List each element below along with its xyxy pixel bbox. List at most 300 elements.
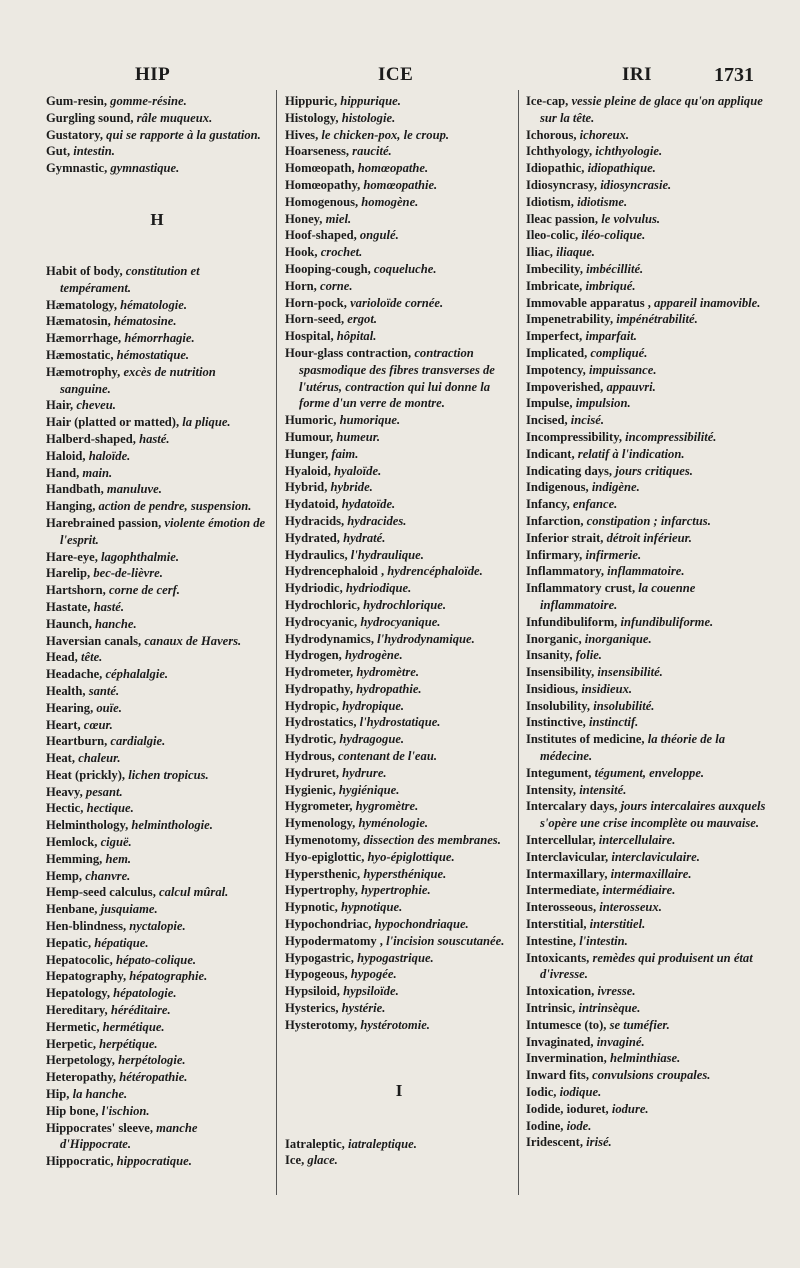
dictionary-entry — [526, 227, 768, 244]
entry-definition: invaginé. — [596, 1034, 645, 1049]
entry-term: Interclavicular, — [526, 849, 612, 864]
entry-term: Hysterotomy, — [285, 1017, 361, 1032]
entry-definition: gomme-résine. — [110, 94, 187, 108]
dictionary-entry — [526, 261, 768, 278]
dictionary-entry — [526, 731, 768, 765]
entry-term: Haloid, — [46, 448, 89, 463]
dictionary-entry — [526, 782, 768, 799]
entry-term: Hæmatosin, — [46, 314, 114, 329]
entry-term: Intestine, — [526, 933, 580, 948]
entry-definition: l'intestin. — [579, 933, 628, 948]
entry-definition: remèdes qui produisent un état d'ivresse. — [540, 950, 753, 982]
entry-term: Henbane, — [46, 902, 101, 917]
entry-term: Invermination, — [526, 1051, 610, 1066]
dictionary-entry — [46, 733, 268, 750]
entry-term: Intercellular, — [526, 833, 599, 848]
dictionary-entry — [285, 127, 513, 144]
entry-definition: interclaviculaire. — [611, 849, 700, 864]
entry-term: Hoarseness, — [285, 144, 353, 159]
entry-term: Hypogeous, — [285, 967, 351, 982]
section-letter-i: I — [395, 1080, 403, 1100]
entry-definition: interstitiel. — [589, 917, 646, 932]
entry-term: Intensity, — [526, 782, 580, 797]
dictionary-entry — [46, 414, 268, 431]
entry-term: Hippocratic, — [46, 1154, 117, 1169]
entry-term: Ichorous, — [526, 127, 580, 142]
entry-definition: chanvre. — [85, 868, 131, 883]
entry-term: Intermaxillary, — [526, 866, 611, 881]
entry-term: Infarction, — [526, 513, 587, 528]
dictionary-entry — [285, 597, 513, 614]
dictionary-entry — [526, 798, 768, 832]
entry-term: Intoxication, — [526, 984, 598, 999]
dictionary-entry — [285, 966, 513, 983]
dictionary-entry — [526, 866, 768, 883]
entry-definition: vessie pleine de glace qu'on applique sur la tête. — [540, 94, 763, 125]
entry-term: Insolubility, — [526, 698, 594, 713]
entry-definition: l'hydrodynamique. — [377, 631, 475, 646]
dictionary-entry — [46, 985, 268, 1002]
entry-term: Gustatory, — [46, 127, 107, 142]
entry-term: Iodine, — [526, 1118, 567, 1133]
dictionary-entry — [285, 244, 513, 261]
entry-term: Inflammatory, — [526, 564, 608, 579]
entry-definition: tête. — [80, 650, 103, 665]
entry-definition: hydrencéphaloïde. — [387, 564, 483, 579]
entry-definition: constitution et tempérament. — [60, 263, 200, 295]
entry-term: Hydrostatics, — [285, 715, 360, 730]
entry-term: Iatraleptic, — [285, 1136, 348, 1151]
dictionary-entry — [46, 431, 268, 448]
dictionary-entry — [285, 849, 513, 866]
entry-definition: insensibilité. — [597, 665, 663, 680]
entry-term: Inorganic, — [526, 631, 585, 646]
dictionary-entry — [46, 599, 268, 616]
dictionary-entry — [46, 683, 268, 700]
entry-definition: instinctif. — [588, 715, 639, 730]
entry-term: Hair, — [46, 398, 77, 413]
dictionary-entry — [526, 614, 768, 631]
entry-term: Insanity, — [526, 648, 576, 663]
entry-definition: le volvulus. — [601, 211, 661, 226]
entry-definition: manuluve. — [106, 482, 162, 497]
dictionary-entry — [46, 666, 268, 683]
entry-definition: jours intercalaires auxquels s'opère une crise incomplète ou mauvaise. — [540, 799, 766, 831]
entry-term: Hoof-shaped, — [285, 228, 360, 243]
entry-definition: intermédiaire. — [602, 883, 676, 898]
entry-term: Hepatic, — [46, 935, 95, 950]
entry-definition: pesant. — [85, 784, 123, 799]
entry-term: Hour-glass contraction, — [285, 345, 415, 360]
entry-term: Habit of body, — [46, 263, 126, 278]
page-header — [0, 64, 800, 94]
entry-term: Iodide, ioduret, — [526, 1101, 612, 1116]
dictionary-entry — [46, 868, 268, 885]
dictionary-entry — [46, 549, 268, 566]
entry-term: Indicating days, — [526, 463, 616, 478]
dictionary-entry — [526, 412, 768, 429]
entry-definition: se tuméfier. — [609, 1017, 670, 1032]
entry-term: Haversian canals, — [46, 633, 145, 648]
entry-definition: hypnotique. — [340, 900, 403, 915]
dictionary-entry — [526, 177, 768, 194]
entry-definition: hypsiloïde. — [343, 984, 399, 999]
entry-definition: qui se rapporte à la gustation. — [106, 127, 261, 142]
entry-term: Hemp-seed calculus, — [46, 885, 159, 900]
dictionary-entry — [285, 1152, 513, 1169]
entry-term: Inferior strait, — [526, 530, 607, 545]
entry-term: Gurgling sound, — [46, 110, 137, 125]
dictionary-entry — [46, 160, 268, 177]
entry-definition: imbécillité. — [586, 261, 644, 276]
dictionary-entry — [526, 311, 768, 328]
dictionary-entry — [46, 93, 268, 110]
entry-term: Hydrocyanic, — [285, 614, 361, 629]
entry-term: Hydraulics, — [285, 547, 351, 562]
entry-term: Inflammatory crust, — [526, 581, 639, 596]
entry-definition: herpétique. — [99, 1036, 158, 1051]
dictionary-entry — [526, 1000, 768, 1017]
entry-term: Incised, — [526, 413, 571, 428]
column-right — [526, 93, 768, 1151]
entry-term: Hepatocolic, — [46, 952, 116, 967]
dictionary-entry — [526, 664, 768, 681]
entry-definition: hydatoïde. — [341, 497, 396, 512]
dictionary-entry — [285, 513, 513, 530]
entry-term: Histology, — [285, 110, 342, 125]
entry-definition: inflammatoire. — [607, 564, 685, 579]
entry-definition: helminthologie. — [131, 818, 213, 833]
entry-term: Headache, — [46, 667, 106, 682]
entry-term: Interstitial, — [526, 917, 590, 932]
entry-definition: gymnastique. — [110, 161, 180, 176]
entry-definition: hépato-colique. — [115, 952, 197, 967]
entry-term: Hygienic, — [285, 782, 339, 797]
dictionary-entry — [526, 379, 768, 396]
entry-definition: appauvri. — [606, 379, 656, 394]
entry-definition: excès de nutrition sanguine. — [60, 364, 216, 396]
entry-definition: jours critiques. — [615, 463, 693, 478]
entry-term: Infirmary, — [526, 547, 586, 562]
entry-term: Hydriodic, — [285, 581, 346, 596]
entry-term: Hypertrophy, — [285, 883, 362, 898]
entry-term: Ileac passion, — [526, 211, 602, 226]
entry-definition: hépatographie. — [129, 969, 208, 984]
entry-definition: imparfait. — [585, 329, 637, 344]
dictionary-entry — [526, 160, 768, 177]
entry-definition: infirmerie. — [585, 547, 642, 562]
entry-term: Infundibuliform, — [526, 614, 621, 629]
entry-term: Hypnotic, — [285, 900, 341, 915]
entry-term: Ice-cap, — [526, 94, 572, 108]
dictionary-entry — [46, 918, 268, 935]
entry-definition: hydrocyanique. — [360, 614, 441, 629]
dictionary-entry — [526, 143, 768, 160]
entry-definition: nyctalopie. — [129, 919, 186, 934]
entry-term: Honey, — [285, 211, 326, 226]
dictionary-entry — [526, 513, 768, 530]
entry-term: Hippocrates' sleeve, — [46, 1120, 157, 1135]
entry-definition: ciguë. — [100, 835, 132, 850]
entry-term: Hypodermatomy , — [285, 933, 387, 948]
entry-term: Impoverished, — [526, 379, 607, 394]
entry-definition: herpétologie. — [118, 1053, 186, 1068]
entry-definition: convulsions croupales. — [592, 1068, 711, 1083]
entry-definition: ergot. — [347, 312, 377, 327]
dictionary-entry — [285, 882, 513, 899]
dictionary-entry — [285, 1136, 513, 1153]
entry-term: Hereditary, — [46, 1003, 111, 1018]
dictionary-entry — [526, 93, 768, 127]
entry-term: Hospital, — [285, 329, 337, 344]
entry-term: Hypogastric, — [285, 950, 358, 965]
entry-definition: détroit inférieur. — [606, 530, 692, 545]
dictionary-entry — [46, 1120, 268, 1154]
dictionary-entry — [46, 1086, 268, 1103]
entry-definition: l'hydraulique. — [350, 547, 424, 562]
column-rule — [518, 90, 519, 1195]
dictionary-entry — [526, 547, 768, 564]
running-head-right: IRI — [622, 64, 653, 85]
entry-term: Indigenous, — [526, 480, 592, 495]
entry-term: Ichthyology, — [526, 144, 596, 159]
entry-definition: impuissance. — [588, 362, 657, 377]
entry-term: Helminthology, — [46, 818, 132, 833]
entry-term: Hair (platted or matted), — [46, 415, 183, 430]
entry-definition: relatif à l'indication. — [577, 446, 685, 461]
dictionary-entry — [46, 364, 268, 398]
column-middle — [285, 93, 513, 1169]
entry-definition: râle muqueux. — [136, 110, 213, 125]
entry-term: Insidious, — [526, 681, 582, 696]
entry-definition: santé. — [88, 683, 120, 698]
dictionary-entry — [46, 127, 268, 144]
entry-term: Instinctive, — [526, 715, 589, 730]
entry-term: Immovable apparatus , — [526, 295, 655, 310]
entry-term: Implicated, — [526, 345, 591, 360]
dictionary-entry — [526, 429, 768, 446]
dictionary-entry — [46, 110, 268, 127]
entry-definition: hectique. — [86, 801, 134, 816]
entry-term: Incompressibility, — [526, 429, 626, 444]
entry-term: Hunger, — [285, 446, 332, 461]
entry-term: Institutes of medicine, — [526, 732, 648, 747]
dictionary-entry — [46, 1019, 268, 1036]
entry-definition: helminthiase. — [609, 1051, 681, 1066]
entry-term: Hymenotomy, — [285, 833, 364, 848]
dictionary-entry — [285, 933, 513, 950]
dictionary-entry — [46, 565, 268, 582]
entry-term: Hæmorrhage, — [46, 331, 125, 346]
entry-term: Intermediate, — [526, 883, 603, 898]
entry-definition: hydracides. — [347, 513, 407, 528]
entry-definition: hypogée. — [350, 967, 397, 982]
entry-term: Haunch, — [46, 616, 95, 631]
dictionary-entry — [526, 1067, 768, 1084]
entry-term: Interosseous, — [526, 900, 600, 915]
entry-term: Gum-resin, — [46, 94, 111, 108]
entry-definition: ichoreux. — [579, 127, 629, 142]
dictionary-entry — [526, 395, 768, 412]
dictionary-entry — [46, 448, 268, 465]
dictionary-entry — [526, 933, 768, 950]
dictionary-entry — [46, 700, 268, 717]
entry-term: Impotency, — [526, 362, 589, 377]
entry-definition: constipation ; infarctus. — [586, 513, 711, 528]
entry-term: Hydrotic, — [285, 732, 340, 747]
entry-term: Intercalary days, — [526, 799, 621, 814]
entry-term: Hives, — [285, 127, 322, 142]
dictionary-entry — [526, 1134, 768, 1151]
dictionary-entry — [285, 295, 513, 312]
dictionary-entry — [46, 884, 268, 901]
dictionary-entry — [46, 1069, 268, 1086]
dictionary-entry — [285, 496, 513, 513]
dictionary-entry — [526, 211, 768, 228]
entry-definition: hydropique. — [342, 698, 405, 713]
dictionary-entry — [285, 899, 513, 916]
entry-term: Hygrometer, — [285, 799, 356, 814]
dictionary-entry — [285, 798, 513, 815]
dictionary-entry — [526, 479, 768, 496]
dictionary-entry — [46, 1052, 268, 1069]
entry-term: Hydrated, — [285, 530, 344, 545]
entry-definition: hôpital. — [336, 329, 377, 344]
entry-definition: raucité. — [352, 144, 392, 159]
entry-term: Hemlock, — [46, 835, 101, 850]
entry-definition: insolubilité. — [593, 698, 655, 713]
entry-term: Hare-eye, — [46, 549, 102, 564]
entry-definition: hépatologie. — [113, 986, 177, 1001]
dictionary-entry — [285, 748, 513, 765]
entry-term: Imperfect, — [526, 329, 586, 344]
dictionary-entry — [285, 227, 513, 244]
running-head-center: ICE — [378, 64, 414, 85]
dictionary-entry — [46, 515, 268, 549]
entry-definition: coqueluche. — [373, 261, 437, 276]
entry-term: Hysterics, — [285, 1001, 342, 1016]
entry-term: Hand, — [46, 465, 83, 480]
dictionary-entry — [285, 563, 513, 580]
dictionary-entry — [285, 1000, 513, 1017]
entry-definition: iliaque. — [556, 245, 595, 260]
entry-definition: indigène. — [591, 480, 640, 495]
entry-term: Hip, — [46, 1087, 73, 1102]
entry-term: Heat, — [46, 751, 79, 766]
dictionary-entry — [285, 110, 513, 127]
entry-definition: hem. — [105, 851, 132, 866]
dictionary-entry — [526, 194, 768, 211]
dictionary-entry — [526, 849, 768, 866]
entry-definition: hémorrhagie. — [124, 331, 195, 346]
entry-definition: hépatique. — [94, 935, 149, 950]
entry-definition: cheveu. — [76, 398, 116, 413]
entry-definition: dissection des membranes. — [363, 833, 501, 848]
entry-definition: infundibuliforme. — [620, 614, 714, 629]
dictionary-entry — [285, 160, 513, 177]
entry-definition: hasté. — [93, 599, 125, 614]
dictionary-entry — [285, 328, 513, 345]
dictionary-entry — [46, 800, 268, 817]
dictionary-entry — [526, 832, 768, 849]
entry-term: Hyaloid, — [285, 463, 334, 478]
entry-definition: iatraleptique. — [347, 1136, 417, 1151]
entry-definition: ivresse. — [597, 984, 636, 999]
entry-definition: hémostatique. — [116, 347, 190, 362]
dictionary-entry — [46, 717, 268, 734]
entry-term: Horn, — [285, 278, 320, 293]
entry-term: Imbecility, — [526, 261, 587, 276]
entry-definition: l'incision souscutanée. — [386, 933, 505, 948]
dictionary-entry — [46, 347, 268, 364]
dictionary-entry — [526, 765, 768, 782]
entry-term: Horn-pock, — [285, 295, 351, 310]
dictionary-entry — [46, 851, 268, 868]
entry-definition: la hanche. — [72, 1087, 128, 1102]
entry-definition: violente émotion de l'esprit. — [60, 515, 266, 547]
dictionary-entry — [46, 784, 268, 801]
entry-term: Iridescent, — [526, 1135, 587, 1150]
entry-term: Hydracids, — [285, 513, 348, 528]
dictionary-entry — [285, 345, 513, 412]
entry-definition: insidieux. — [581, 681, 633, 696]
entry-definition: hybride. — [330, 480, 373, 495]
dictionary-entry — [285, 211, 513, 228]
entry-term: Inward fits, — [526, 1068, 593, 1083]
entry-definition: iléo-colique. — [581, 228, 646, 243]
dictionary-entry — [46, 1036, 268, 1053]
dictionary-entry — [285, 983, 513, 1000]
dictionary-entry — [285, 664, 513, 681]
dictionary-entry — [285, 765, 513, 782]
entry-term: Hæmotrophy, — [46, 364, 124, 379]
entry-definition: lichen tropicus. — [128, 767, 209, 782]
dictionary-entry — [46, 649, 268, 666]
entry-definition: faim. — [331, 446, 359, 461]
entry-term: Heart, — [46, 717, 84, 732]
entry-term: Invaginated, — [526, 1034, 597, 1049]
dictionary-entry — [285, 832, 513, 849]
dictionary-entry — [46, 397, 268, 414]
entry-definition: miel. — [325, 211, 352, 226]
entry-definition: histologie. — [341, 110, 396, 125]
dictionary-entry — [285, 782, 513, 799]
dictionary-entry — [46, 330, 268, 347]
entry-term: Hydrochloric, — [285, 597, 364, 612]
entry-definition: hermétique. — [102, 1019, 165, 1034]
entry-definition: haloïde. — [88, 448, 131, 463]
dictionary-entry — [46, 1153, 268, 1170]
entry-definition: hystérie. — [341, 1001, 386, 1016]
entry-definition: hyménologie. — [358, 816, 429, 831]
entry-term: Hydatoid, — [285, 497, 342, 512]
entry-definition: folie. — [575, 648, 602, 663]
entry-definition: ongulé. — [359, 228, 399, 243]
entry-term: Hydrodynamics, — [285, 631, 378, 646]
dictionary-entry — [46, 263, 268, 297]
entry-definition: hydraté. — [343, 530, 386, 545]
entry-definition: intercellulaire. — [598, 833, 676, 848]
entry-definition: intermaxillaire. — [610, 866, 692, 881]
entry-definition: iode. — [566, 1118, 592, 1133]
entry-definition: imbriqué. — [585, 278, 636, 293]
entry-term: Integument, — [526, 765, 595, 780]
entry-term: Hyo-epiglottic, — [285, 849, 368, 864]
dictionary-entry — [526, 328, 768, 345]
entry-definition: hématosine. — [113, 314, 177, 329]
dictionary-entry — [46, 952, 268, 969]
dictionary-entry — [285, 580, 513, 597]
